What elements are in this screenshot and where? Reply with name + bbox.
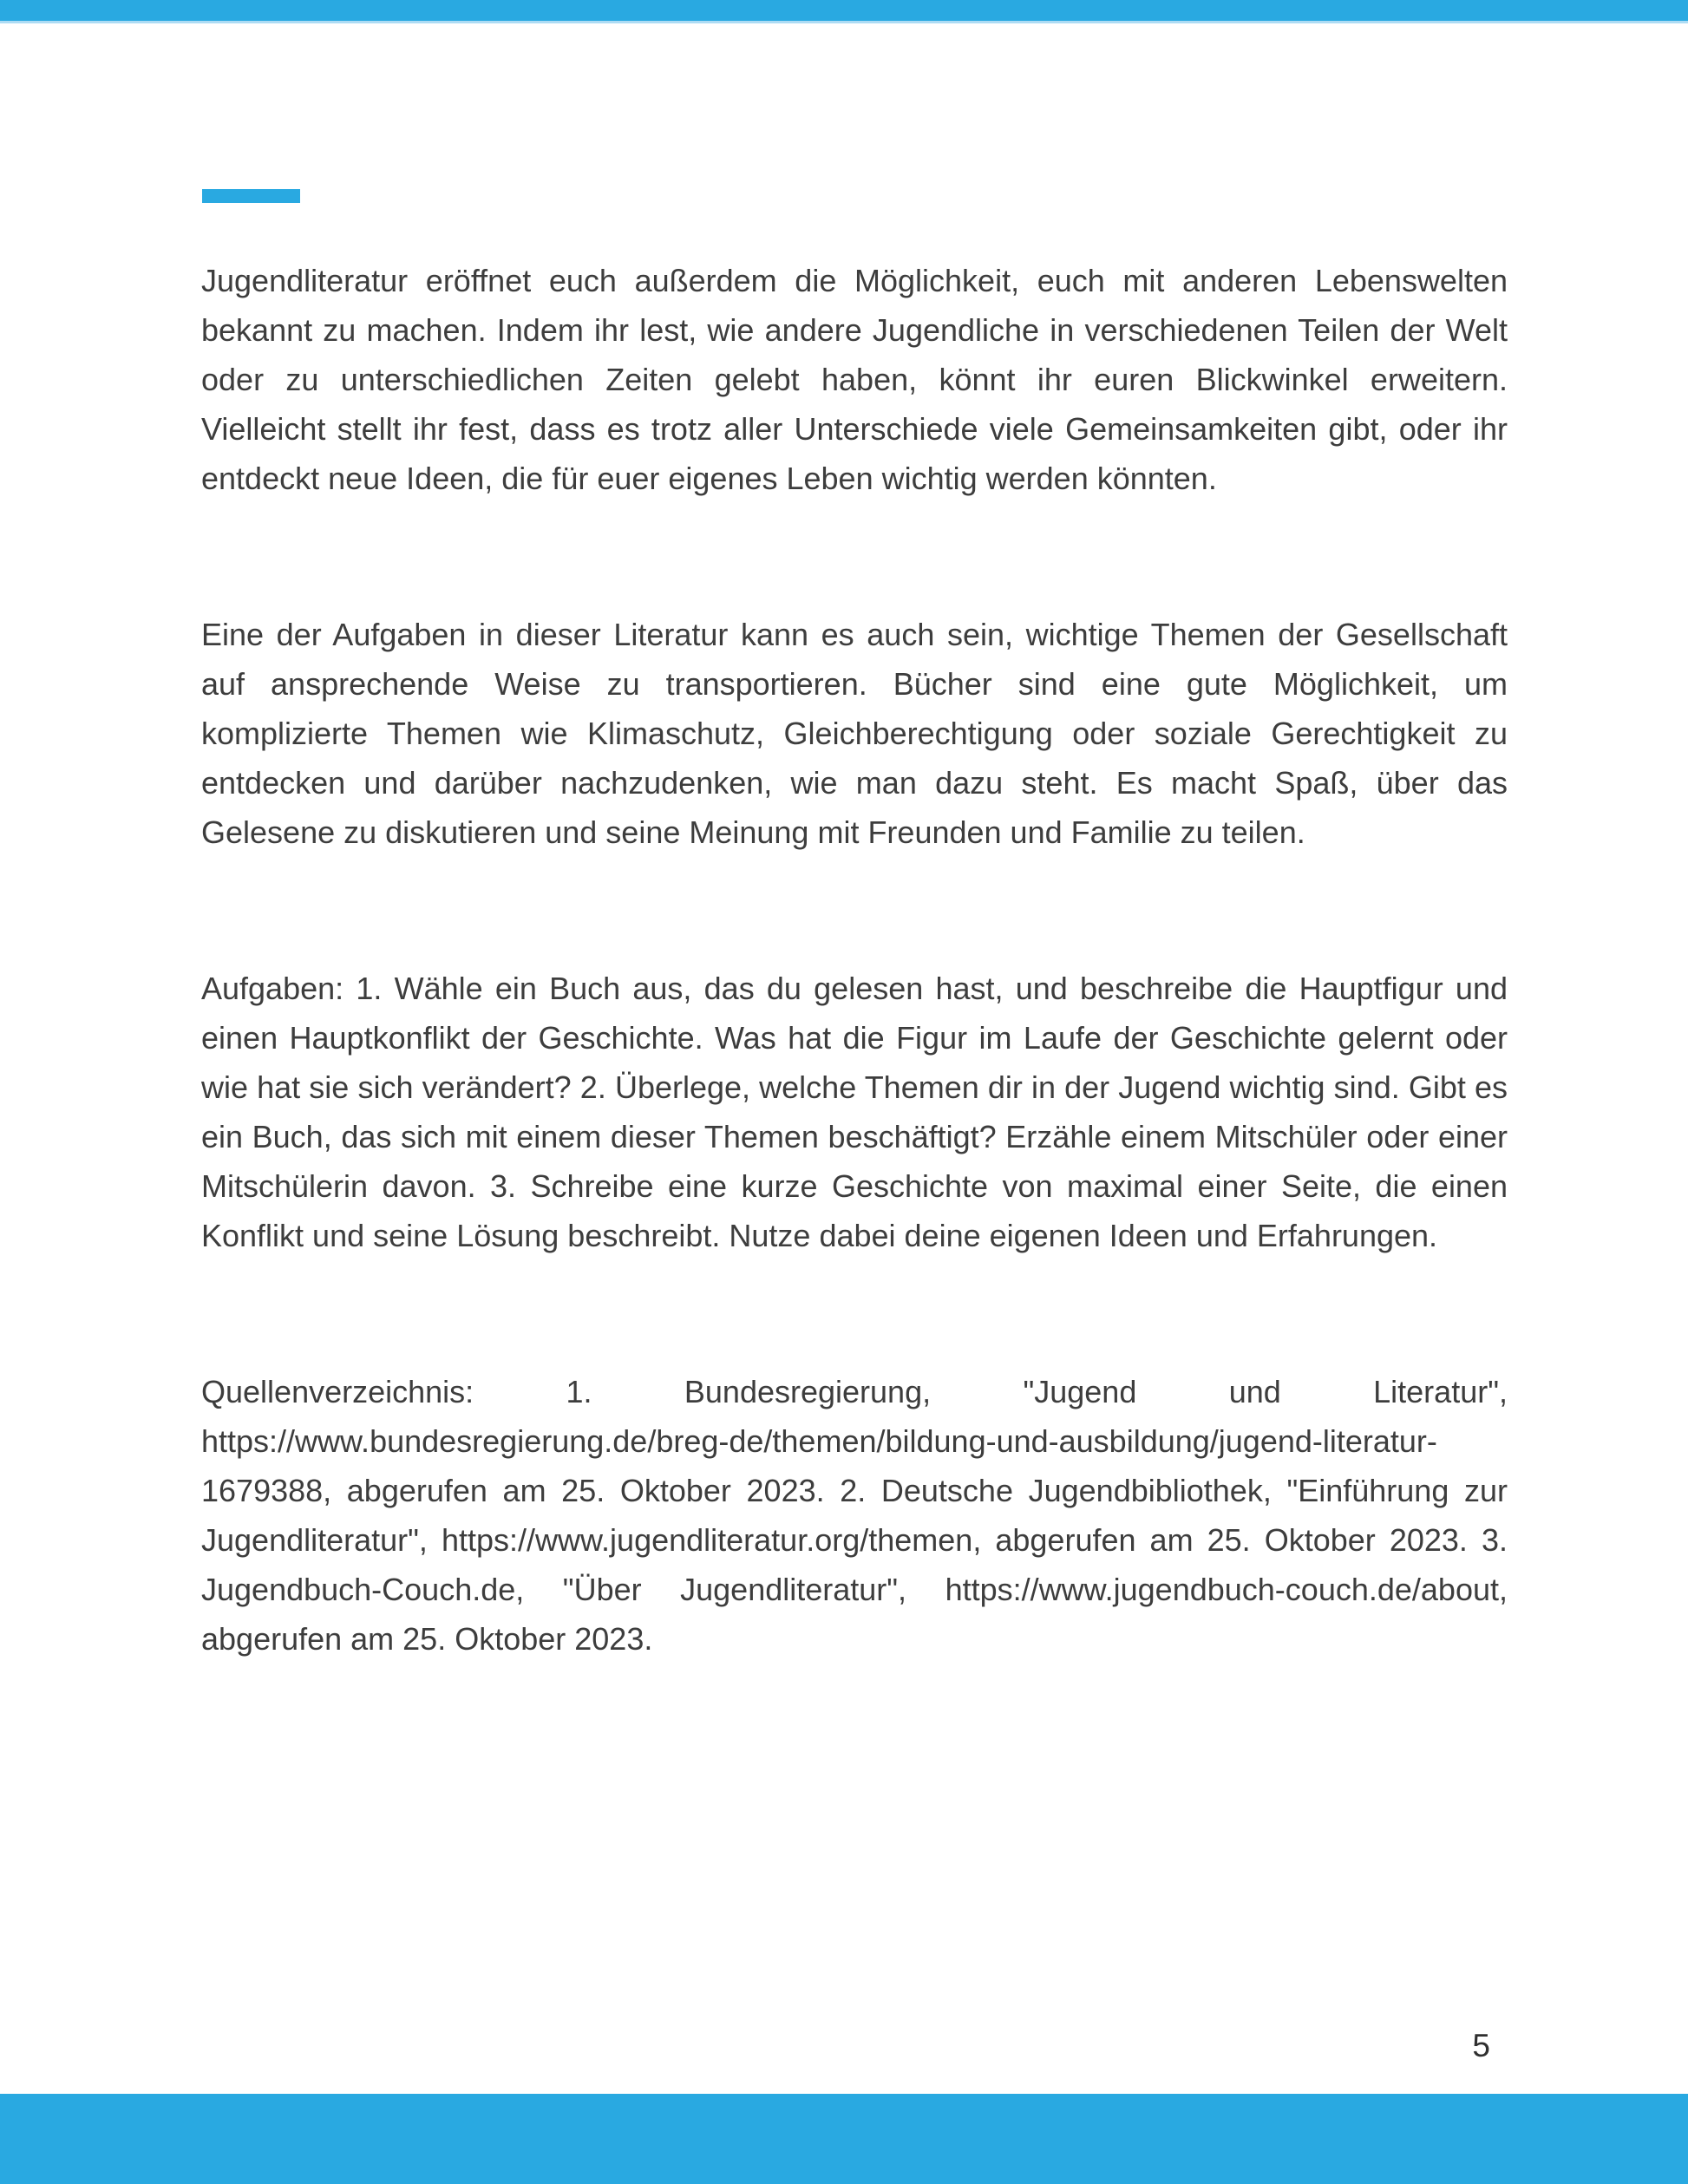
body-paragraph: Jugendliteratur eröffnet euch außerdem die Möglichkeit, euch mit anderen Lebenswelten bekannt zu machen. Indem ihr lest, wie andere Jugendliche in verschiedenen Teilen der Welt oder zu unterschiedlichen Zeiten gelebt haben, könnt ihr euren Blickwinkel erweitern. Vielleicht stellt ihr fest, dass es trotz aller Unterschiede viele Gemeinsamkeiten gibt, oder ihr entdeckt neue Ideen, die für euer eigenes Leben wichtig werden könnten. [201,263,1508,496]
body-paragraph: Eine der Aufgaben in dieser Literatur kann es auch sein, wichtige Themen der Gesellschaft auf ansprechende Weise zu transportieren. Bücher sind eine gute Möglichkeit, um komplizierte Themen wie Klimaschutz, Gleichberechtigung oder soziale Gerechtigkeit zu entdecken und darüber nachzudenken, wie man dazu steht. Es macht Spaß, über das Gelesene zu diskutieren und seine Meinung mit Freunden und Familie zu teilen. [201,617,1508,850]
body-paragraph-sources: Quellenverzeichnis: 1. Bundesregierung, "Jugend und Literatur", https://www.bundesregierung.de/breg-de/themen/bildung-und-ausbildung/jugend-literatur-1679388, abgerufen am 25. Oktober 2023. 2. Deutsche Jugendbibliothek, "Einführung zur Jugendliteratur", https://www.jugendliteratur.org/themen, abgerufen am 25. Oktober 2023. 3. Jugendbuch-Couch.de, "Über Jugendliteratur", https://www.jugendbuch-couch.de/about, abgerufen am 25. Oktober 2023. [201,1374,1508,1657]
body-text [201,256,1508,1664]
section-marker-dash [202,189,300,203]
body-paragraph-tasks: Aufgaben: 1. Wähle ein Buch aus, das du gelesen hast, und beschreibe die Hauptfigur und einen Hauptkonflikt der Geschichte. Was hat die Figur im Laufe der Geschichte gelernt oder wie hat sie sich verändert? 2. Überlege, welche Themen dir in der Jugend wichtig sind. Gibt es ein Buch, das sich mit einem dieser Themen beschäftigt? Erzähle einem Mitschüler oder einer Mitschülerin davon. 3. Schreibe eine kurze Geschichte von maximal einer Seite, die einen Konflikt und seine Lösung beschreibt. Nutze dabei deine eigenen Ideen und Erfahrungen. [201,971,1508,1253]
page-number: 5 [1472,2028,1490,2063]
footer-accent-bar [0,2094,1688,2184]
top-accent-bar [0,0,1688,23]
